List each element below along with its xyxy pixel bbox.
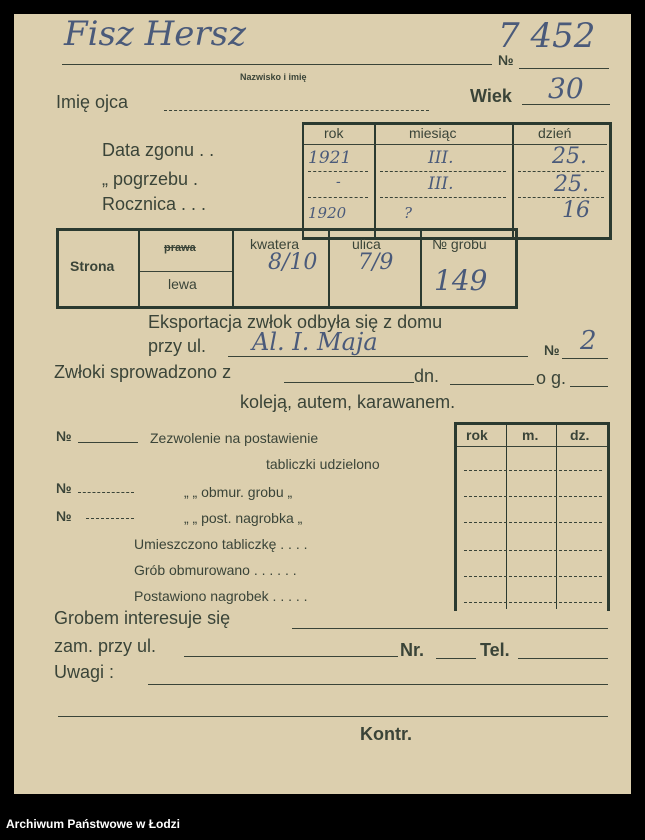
export-nr-label: №: [544, 342, 560, 358]
address-label: zam. przy ul.: [54, 636, 157, 656]
transport-modes: koleją, autem, karawanem.: [240, 392, 456, 412]
section-label: kwatera: [250, 236, 300, 252]
permit-no-3: №: [56, 508, 72, 524]
grave-number-value: 149: [434, 264, 488, 297]
section-value: 8/10: [268, 250, 318, 275]
permit-plaque-label-2: tabliczki udzielono: [266, 456, 380, 472]
number-value: 7 452: [498, 16, 596, 56]
notes-label: Uwagi :: [54, 662, 115, 682]
anniversary-year: 1920: [308, 204, 347, 222]
control-label: Kontr.: [360, 724, 412, 744]
export-label: Eksportacja zwłok odbyła się z domu: [148, 312, 443, 332]
left-side-label: lewa: [168, 276, 197, 292]
name-value: Fisz Hersz: [64, 14, 247, 54]
age-label: Wiek: [470, 86, 512, 106]
age-value: 30: [548, 72, 584, 105]
archive-credit: Archiwum Państwowe w Łodzi: [6, 817, 181, 831]
right-side-label: prawa: [164, 242, 196, 254]
grave-walled-label: Grób obmurowano . . . . . .: [134, 562, 297, 578]
header-rok: rok: [324, 125, 344, 141]
tombstone-erected-label: Postawiono nagrobek . . . . .: [134, 588, 308, 604]
interested-label: Grobem interesuje się: [54, 608, 231, 628]
permit-header-m: m.: [522, 427, 539, 443]
row-value: 7/9: [358, 250, 394, 275]
transport-hour-label: o g.: [536, 368, 567, 388]
permit-no-2: №: [56, 480, 72, 496]
export-street-label: przy ul.: [148, 336, 207, 356]
row-label: ulica: [352, 236, 381, 252]
death-day: 25.: [552, 144, 587, 169]
grave-number-label: № grobu: [432, 236, 487, 252]
header-miesiac: miesiąc: [409, 125, 457, 141]
permit-no-1: №: [56, 428, 72, 444]
father-label: Imię ojca: [56, 92, 129, 112]
permit-tombstone-label: „ „ post. nagrobka „: [184, 510, 303, 526]
anniversary-month: ?: [404, 204, 413, 222]
burial-date-label: „ pogrzebu .: [102, 169, 199, 189]
header-dzien: dzień: [538, 125, 572, 141]
burial-day: 25.: [554, 172, 589, 197]
permit-header-dz: dz.: [570, 427, 590, 443]
burial-year: -: [336, 174, 341, 190]
death-year: 1921: [308, 148, 352, 168]
permit-header-rok: rok: [466, 427, 488, 443]
anniversary-label: Rocznica . . .: [102, 194, 207, 214]
transport-label: Zwłoki sprowadzono z: [54, 362, 232, 382]
burial-month: III.: [428, 174, 454, 194]
death-date-label: Data zgonu . .: [102, 140, 215, 160]
permit-plaque-label: Zezwolenie na postawienie: [150, 430, 319, 446]
plaque-placed-label: Umieszczono tabliczkę . . . .: [134, 536, 308, 552]
name-label: Nazwisko i imię: [240, 72, 307, 82]
death-month: III.: [428, 148, 454, 168]
export-nr-value: 2: [580, 326, 597, 356]
permit-walling-label: „ „ obmur. grobu „: [184, 484, 293, 500]
number-label: №: [498, 52, 514, 68]
anniversary-day: 16: [562, 198, 590, 223]
transport-date-label: dn.: [414, 366, 440, 386]
export-street-value: Al. I. Maja: [252, 328, 378, 356]
permit-dates-table: [454, 422, 610, 611]
tel-label: Tel.: [480, 640, 510, 660]
address-nr-label: Nr.: [400, 640, 425, 660]
burial-record-card: [14, 14, 631, 794]
side-label: Strona: [70, 258, 115, 274]
